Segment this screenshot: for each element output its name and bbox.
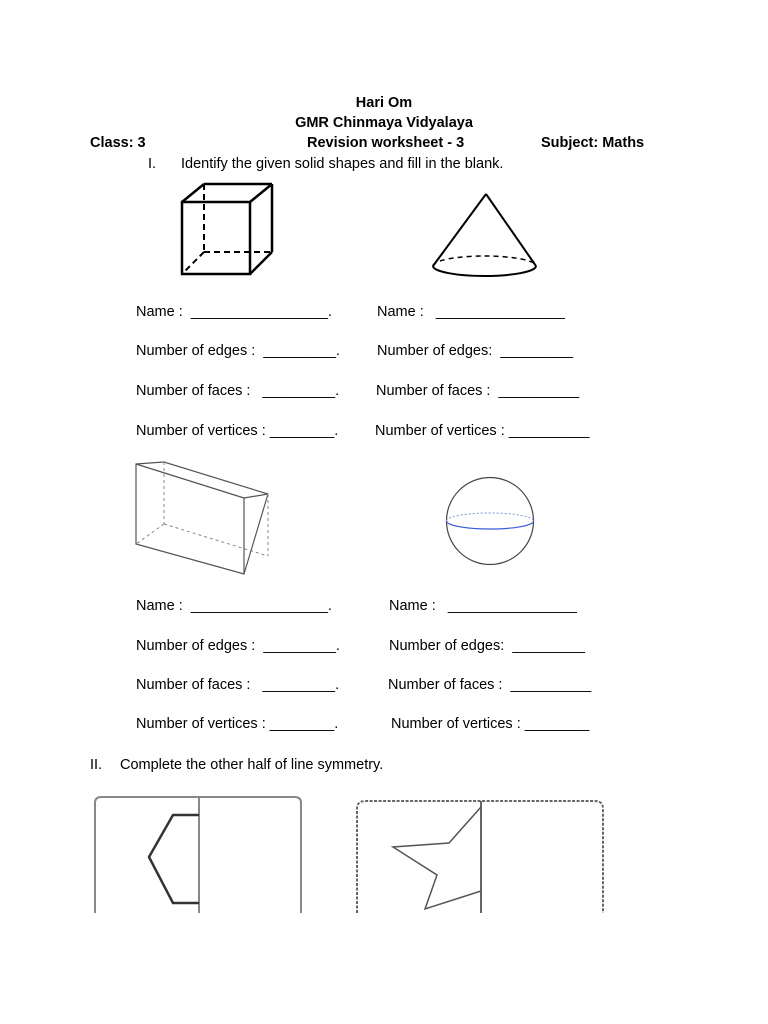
shape1-name-blank[interactable]: Name : _________________.: [136, 304, 332, 320]
class-label: Class: 3: [90, 135, 146, 151]
subject-label: Subject: Maths: [541, 135, 645, 151]
shape3-faces-blank[interactable]: Number of faces : _________.: [136, 677, 340, 693]
shape3-edges-blank[interactable]: Number of edges : _________.: [136, 638, 340, 654]
worksheet-title: Revision worksheet - 3: [307, 135, 465, 151]
school-name: GMR Chinmaya Vidyalaya: [295, 115, 473, 131]
shape4-faces-blank[interactable]: Number of faces : __________: [388, 677, 592, 693]
shape2-name-blank[interactable]: Name : ________________: [377, 304, 565, 320]
sphere-icon: [444, 476, 538, 568]
shape2-vertices-blank[interactable]: Number of vertices : __________: [375, 423, 590, 439]
shape1-edges-blank[interactable]: Number of edges : _________.: [136, 343, 340, 359]
shape4-name-blank[interactable]: Name : ________________: [389, 598, 577, 614]
half-star-icon: [355, 799, 607, 913]
section1-number: I.: [148, 156, 157, 172]
shape1-faces-blank[interactable]: Number of faces : _________.: [136, 383, 340, 399]
shape3-vertices-blank[interactable]: Number of vertices : ________.: [136, 716, 339, 732]
shape3-name-blank[interactable]: Name : _________________.: [136, 598, 332, 614]
section2-instruction: Complete the other half of line symmetry.: [120, 757, 384, 773]
shape4-vertices-blank[interactable]: Number of vertices : ________: [391, 716, 590, 732]
section1-instruction: Identify the given solid shapes and fill in the blank.: [181, 156, 504, 172]
cube-icon: [176, 180, 276, 278]
half-hexagon-icon: [93, 795, 305, 913]
shape4-edges-blank[interactable]: Number of edges: _________: [389, 638, 585, 654]
shape2-faces-blank[interactable]: Number of faces : __________: [376, 383, 580, 399]
cone-icon: [428, 190, 540, 282]
shape2-edges-blank[interactable]: Number of edges: _________: [377, 343, 573, 359]
cuboid-icon: [132, 458, 272, 578]
shape1-vertices-blank[interactable]: Number of vertices : ________.: [136, 423, 339, 439]
header-title: Hari Om: [355, 95, 413, 111]
section2-number: II.: [90, 757, 103, 773]
